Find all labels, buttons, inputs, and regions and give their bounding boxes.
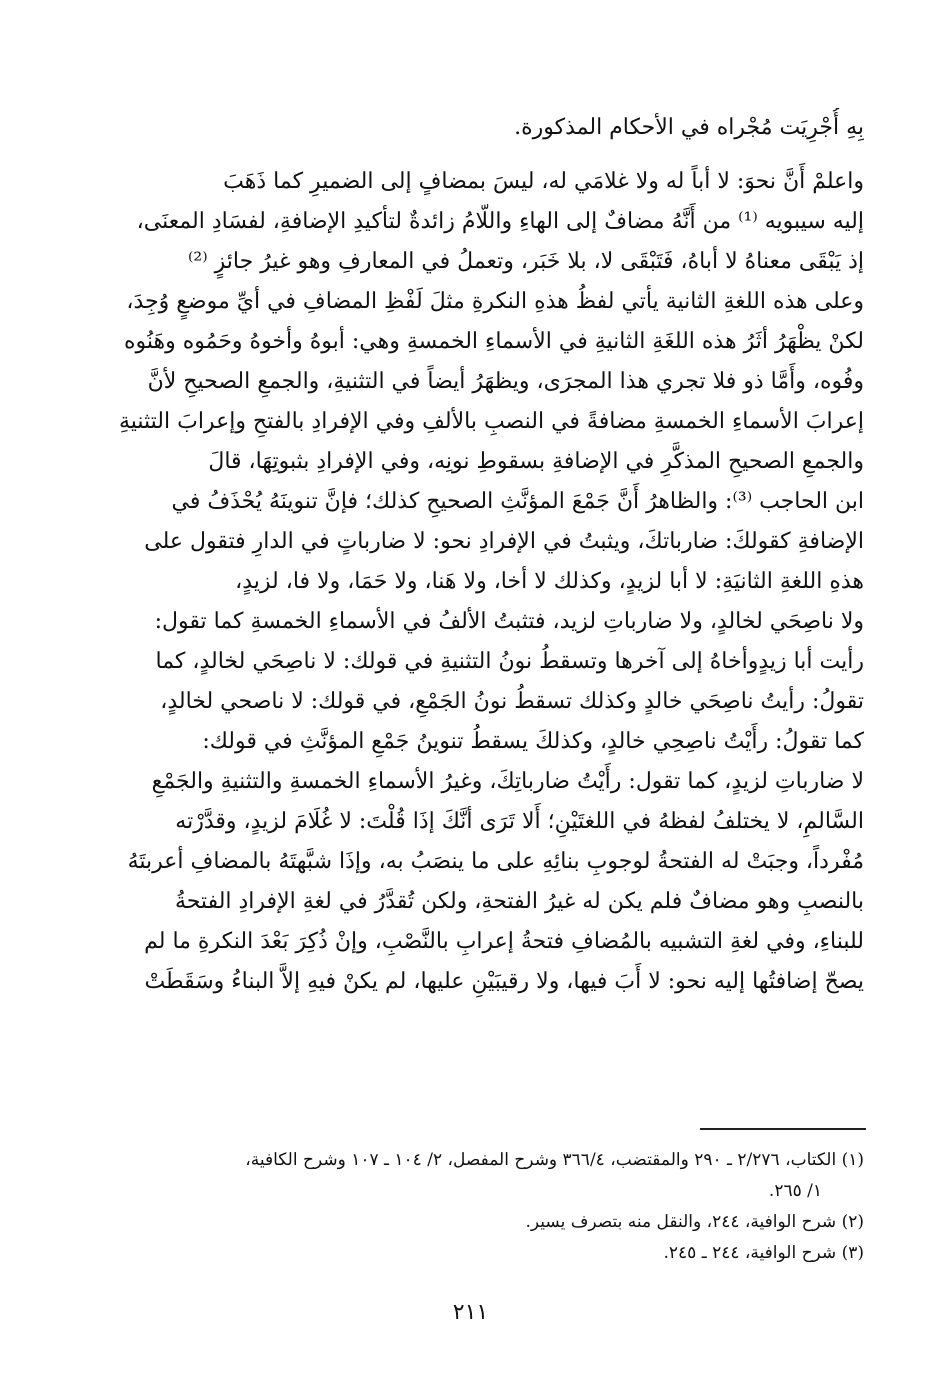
page-number: ٢١١ [452,1300,489,1325]
text-line: إليه سيبويه ⁽¹⁾ من أَنَّهُ مضافٌ إلى الهاءِ واللّامُ زائدةٌ لتأكيدِ الإضافةِ، لفسَادِ المعنَى، [136,209,864,234]
text-line: وعلى هذه اللغةِ الثانية يأتي لفظُ هذهِ النكرةِ مثلَ لَفْظِ المضافِ في أيِّ موضعٍ وُجِدَ، [126,289,864,314]
main-text [78,108,864,1002]
text-line: إذ يَبْقَى معناهُ لا أباهُ، فَتَبْقَى لا، بلا خَبَر، وتعملُ في المعارفِ وهو غيرُ جائزٍ ⁽²⁾ [188,249,864,274]
footnote-divider [700,1128,866,1130]
footnote-1-continuation: ١/ ٢٦٥. [768,1181,822,1201]
footnote-3: (٣) شرح الوافية، ٢٤٤ ـ ٢٤٥. [663,1243,864,1263]
footnotes [78,1145,864,1269]
text-line: ولا ناصِحَي لخالدٍ، ولا ضارباتِ لزيد، فتثبتُ الألفُ في الأسماءِ الخمسةِ كما تقول: [154,609,864,634]
text-line: إعرابَ الأسماءِ الخمسةِ مضافةً في النصبِ بالألفِ وفي الإفرادِ بالفتحِ وإعرابَ التثنيةِ [118,409,864,434]
text-line: بِهِ أُجْرِيَت مُجْراه في الأحكام المذكورة. [514,115,864,140]
text-line: هذهِ اللغةِ الثانيَةِ: لا أبا لزيدٍ، وكذلك لا أخا، ولا هَنا، ولا حَمَا، ولا فا، لزيدٍ، [235,569,864,594]
text-line: كما تقولُ: رأَيْتُ ناصِحِي خالدٍ، وكذلكَ يسقطُ تنوينُ جَمْعِ المؤنَّثِ في قولك: [202,729,864,754]
footnote-2: (٢) شرح الوافية، ٢٤٤، والنقل منه بتصرف يسير. [525,1212,864,1232]
text-line: لا ضارباتِ لزيدٍ، كما تقول: رأَيْتُ ضارباتِكَ، وغيرُ الأسماءِ الخمسةِ والتثنيةِ والجَمْعِ [151,769,864,794]
footnote-1: (١) الكتاب، ٢/٢٧٦ ـ ٢٩٠ والمقتضب، ٣٦٦/٤ وشرح المفصل، ٢/ ١٠٤ ـ ١٠٧ وشرح الكافية، [245,1150,864,1170]
text-line: يصحّ إضافتُها إليه نحو: لا أَبَ فيها، ولا رقيبَيْنِ عليها، لم يكنْ فيهِ إلاَّ البناءُ وسَقَطَتْ [144,969,864,994]
text-line: لكنْ يظْهَرُ أثَرُ هذه اللغَةِ الثانيةِ في الأسماءِ الخمسةِ وهي: أبوهُ وأخوهُ وحَمُوه وهَنُوه [123,329,864,354]
text-line: رأيت أبا زيدٍوأخاهُ إلى آخرها وتسقطُ نونُ التثنيةِ في قولك: لا ناصِحَي لخالدٍ، كما [155,649,864,674]
text-line: والجمعِ الصحيحِ المذكَّرِ في الإضافةِ بسقوطِ نونِه، وفي الإفرادِ بثبوتِهَا، قالَ [208,449,864,474]
text-line: الإضافةِ كقولكَ: ضارباتكَ، ويثبتُ في الإفرادِ نحو: لا ضارباتٍ في الدارِ فتقول على [144,529,864,554]
text-line: مُفْرداً، وجبَتْ له الفتحةُ لوجوبِ بنائِهِ على ما ينصَبُ به، وإذَا شبَّهتَهُ بالمضافِ أعربتَهُ [127,849,864,874]
text-line: للبناءِ، وفي لغةِ التشبيه بالمُضافِ فتحةُ إعرابِ بالنَّصْبِ، وإنْ ذُكِرَ بَعْدَ النكرةِ ما لم [144,929,864,954]
text-line: بالنصبِ وهو مضافٌ فلم يكن له غيرُ الفتحةِ، ولكن تُقدَّرُ في لغةِ الإفرادِ الفتحةُ [174,889,864,914]
text-line: وفُوه، وأَمَّا ذو فلا تجري هذا المجرَى، ويظهَرُ أيضاً في التثنيةِ، والجمعِ الصحيحِ لأنَّ [147,369,864,394]
text-line: ابن الحاجب ⁽³⁾: والظاهرُ أَنَّ جَمْعَ المؤنَّثِ الصحيحِ كذلك؛ فإنَّ تنوينَهُ يُحْذَفُ في [171,489,864,514]
text-line: السَّالمِ، لا يختلفُ لفظهُ في اللغتَيْنِ؛ أَلا تَرَى أنَّكَ إذَا قُلْتَ: لا غُلَامَ لزيدٍ، وقدَّرْته [175,809,864,834]
text-line: تقولُ: رأيتُ ناصِحَي خالدٍ وكذلك تسقطُ نونُ الجَمْعِ، في قولك: لا ناصحي لخالدٍ، [160,689,864,714]
text-line: واعلمْ أَنَّ نحوَ: لا أباً له ولا غلامَي له، ليسَ بمضافٍ إلى الضميرِ كما ذَهَبَ [223,169,864,194]
